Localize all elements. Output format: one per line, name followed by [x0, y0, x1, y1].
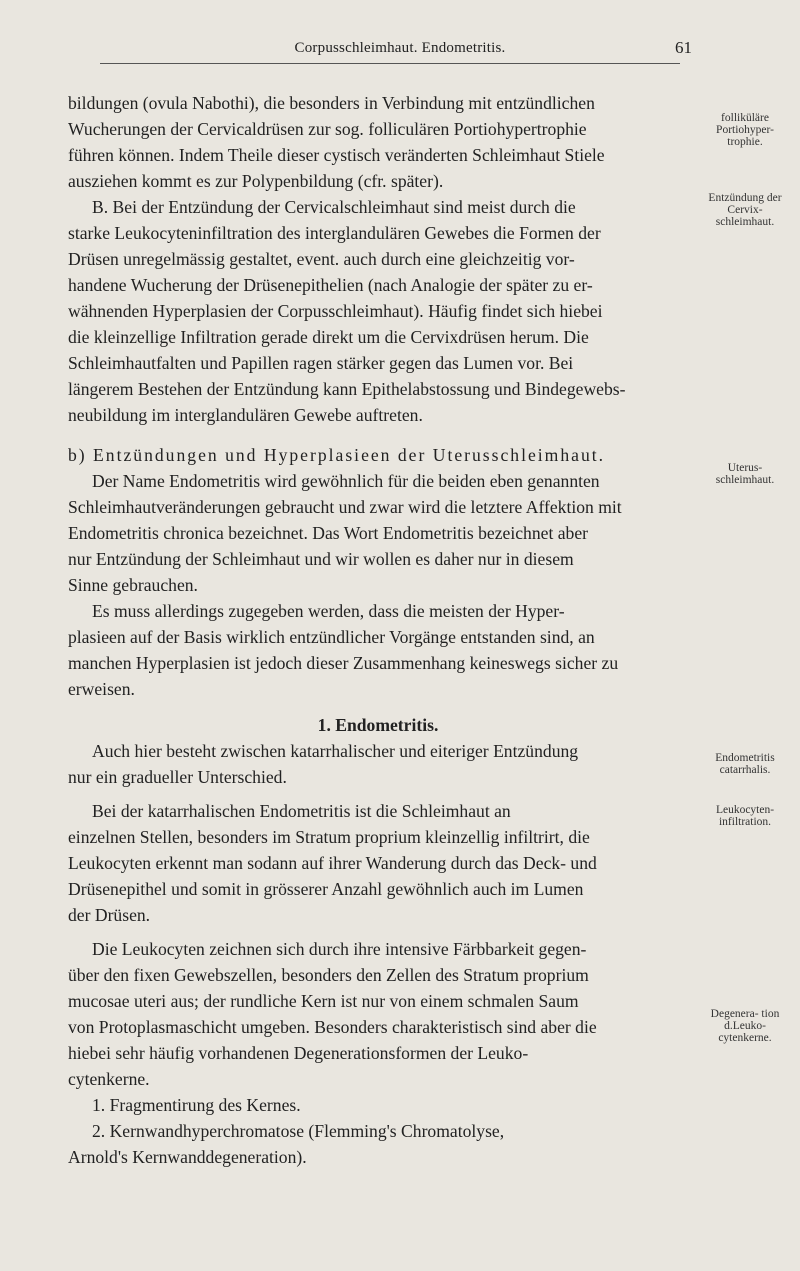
- text-line: Schleimhautveränderungen gebraucht und zwar wird die letztere Affektion mit: [68, 497, 622, 517]
- text-line: mucosae uteri aus; der rundliche Kern ist nur von einem schmalen Saum: [68, 991, 579, 1011]
- text-line: Endometritis chronica bezeichnet. Das Wort Endometritis bezeichnet aber: [68, 523, 589, 543]
- list-item-continuation: Arnold's Kernwanddegeneration).: [68, 1147, 307, 1167]
- text-line: führen können. Indem Theile dieser cystisch veränderten Schleimhaut Stiele: [68, 145, 605, 165]
- text-line: Leukocyten erkennt man sodann auf ihrer Wanderung durch das Deck- und: [68, 853, 597, 873]
- page-number: 61: [675, 38, 692, 57]
- subsection-heading: 1. Endometritis.: [317, 715, 439, 735]
- text-line: von Protoplasmaschicht umgeben. Besonders charakteristisch sind aber die: [68, 1017, 597, 1037]
- text-line: Die Leukocyten zeichnen sich durch ihre intensive Färbbarkeit gegen-: [92, 939, 587, 959]
- text-line: bildungen (ovula Nabothi), die besonders in Verbindung mit entzündlichen: [68, 93, 595, 113]
- running-title: Corpusschleimhaut. Endometritis.: [294, 40, 506, 56]
- text-line: einzelnen Stellen, besonders im Stratum proprium kleinzellig infiltrirt, die: [68, 827, 590, 847]
- text-line: Schleimhautfalten und Papillen ragen stärker gegen das Lumen vor. Bei: [68, 353, 574, 373]
- body-text: [68, 90, 688, 1170]
- text-line: Drüsen unregelmässig gestaltet, event. auch durch eine gleichzeitig vor-: [68, 249, 575, 269]
- text-line: erweisen.: [68, 679, 135, 699]
- list-item: 2. Kernwandhyperchromatose (Flemming's Chromatolyse,: [92, 1121, 505, 1141]
- margin-note: Leukocyten- infiltration.: [715, 804, 775, 828]
- text-line: der Drüsen.: [68, 905, 151, 925]
- header-rule: [100, 63, 680, 64]
- margin-note: folliküläre Portiohyper- trophie.: [716, 112, 774, 148]
- text-line: die kleinzellige Infiltration gerade direkt um die Cervixdrüsen herum. Die: [68, 327, 589, 347]
- text-line: Es muss allerdings zugegeben werden, dass die meisten der Hyper-: [92, 601, 565, 621]
- list-item: 1. Fragmentirung des Kernes.: [92, 1095, 301, 1115]
- text-line: B. Bei der Entzündung der Cervicalschleimhaut sind meist durch die: [92, 197, 576, 217]
- text-line: handene Wucherung der Drüsenepithelien (nach Analogie der später zu er-: [68, 275, 593, 295]
- text-line: plasieen auf der Basis wirklich entzündlicher Vorgänge entstanden sind, an: [68, 627, 595, 647]
- text-line: neubildung im interglandulären Gewebe auftreten.: [68, 405, 423, 425]
- text-line: ausziehen kommt es zur Polypenbildung (cfr. später).: [68, 171, 444, 191]
- margin-note: Endometritis catarrhalis.: [715, 752, 775, 776]
- text-line: manchen Hyperplasien ist jedoch dieser Zusammenhang keineswegs sicher zu: [68, 653, 619, 673]
- text-line: nur Entzündung der Schleimhaut und wir wollen es daher nur in diesem: [68, 549, 574, 569]
- text-line: Sinne gebrauchen.: [68, 575, 198, 595]
- text-line: wähnenden Hyperplasien der Corpusschleimhaut). Häufig findet sich hiebei: [68, 301, 603, 321]
- text-line: starke Leukocyteninfiltration des interglandulären Gewebes die Formen der: [68, 223, 601, 243]
- text-line: Drüsenepithel und somit in grösserer Anzahl gewöhnlich auch im Lumen: [68, 879, 584, 899]
- text-line: längerem Bestehen der Entzündung kann Epithelabstossung und Bindegewebs-: [68, 379, 626, 399]
- text-line: hiebei sehr häufig vorhandenen Degenerationsformen der Leuko-: [68, 1043, 529, 1063]
- margin-note: Degenera- tion d.Leuko- cytenkerne.: [710, 1008, 780, 1044]
- text-line: Bei der katarrhalischen Endometritis ist die Schleimhaut an: [92, 801, 511, 821]
- text-line: über den fixen Gewebszellen, besonders den Zellen des Stratum proprium: [68, 965, 589, 985]
- text-line: nur ein gradueller Unterschied.: [68, 767, 287, 787]
- text-line: Wucherungen der Cervicaldrüsen zur sog. folliculären Portiohypertrophie: [68, 119, 587, 139]
- section-heading: b) Entzündungen und Hyperplasieen der Uterusschleimhaut.: [68, 445, 606, 465]
- text-line: Der Name Endometritis wird gewöhnlich für die beiden eben genannten: [92, 471, 600, 491]
- margin-note: Entzündung der Cervix- schleimhaut.: [708, 192, 782, 228]
- margin-note: Uterus- schleimhaut.: [715, 462, 775, 486]
- text-line: cytenkerne.: [68, 1069, 150, 1089]
- text-line: Auch hier besteht zwischen katarrhalischer und eiteriger Entzündung: [92, 741, 579, 761]
